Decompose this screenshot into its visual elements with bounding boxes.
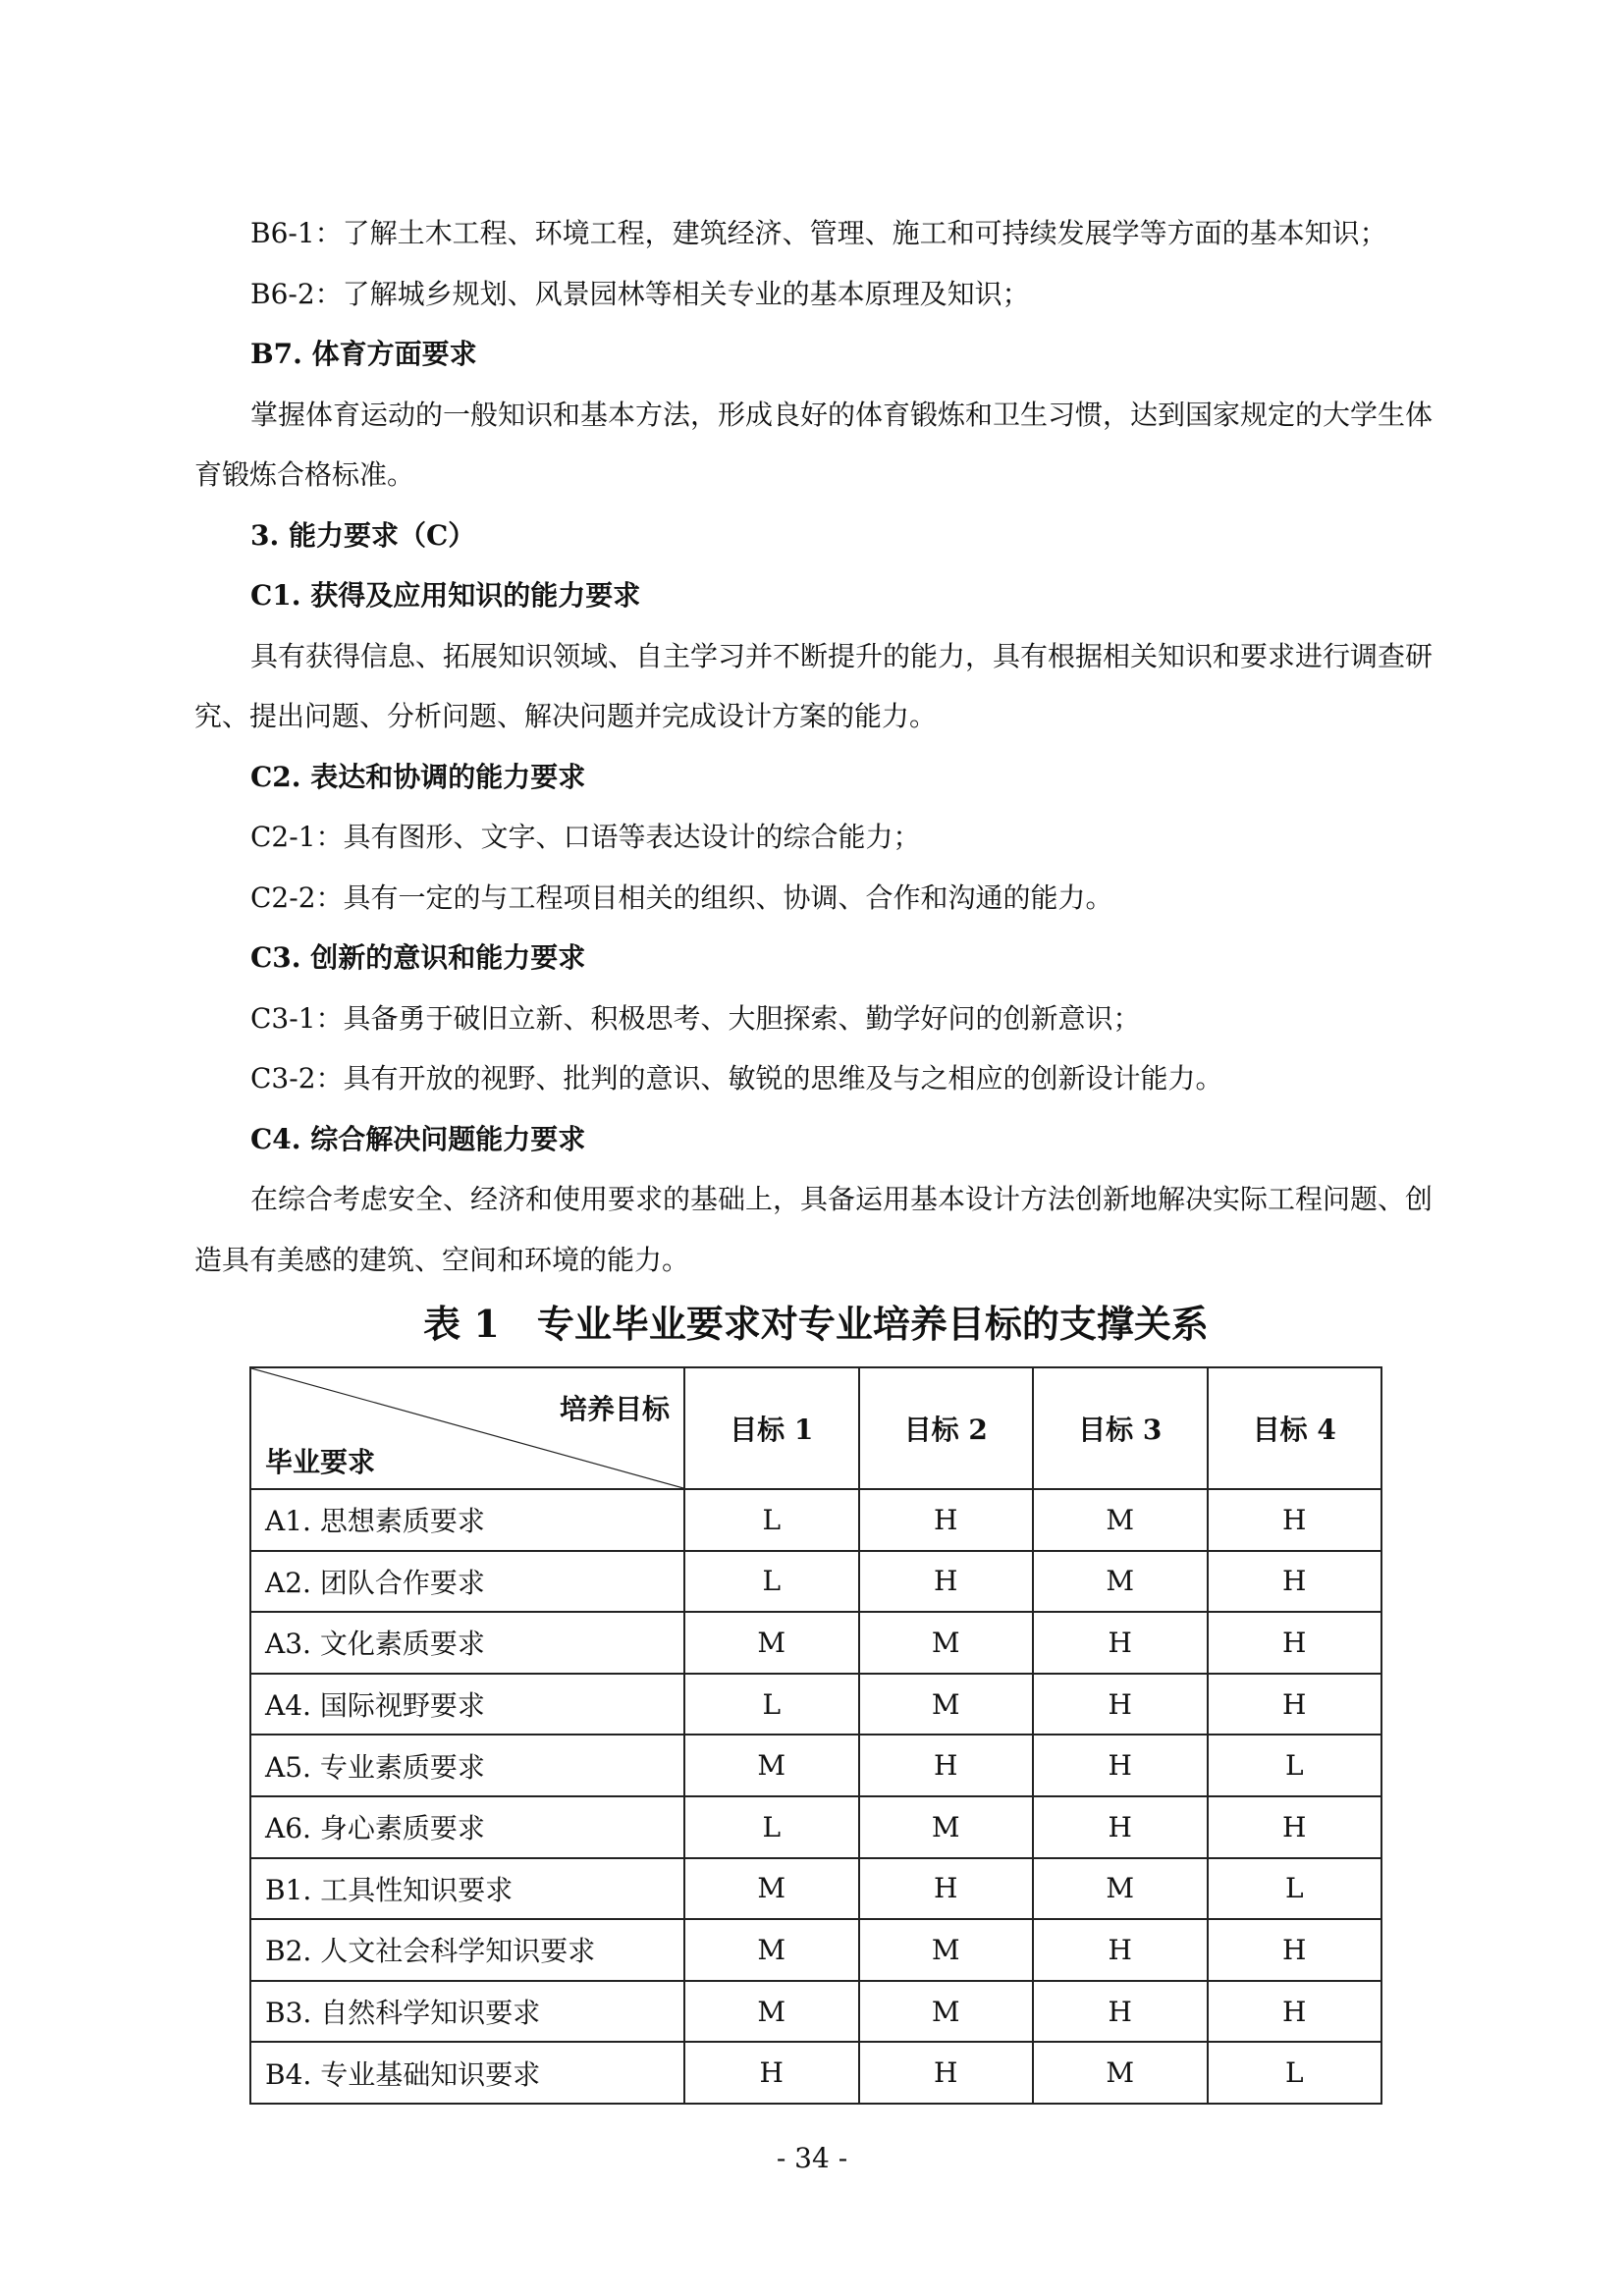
table-cell: H (859, 1551, 1034, 1613)
table-cell: L (684, 1551, 859, 1613)
column-header: 目标 2 (859, 1367, 1034, 1489)
table-cell: H (859, 2042, 1034, 2104)
table-cell: M (1033, 1858, 1208, 1920)
table-row (250, 1612, 1381, 1674)
table-cell: M (859, 1919, 1034, 1981)
table-cell: L (1208, 1735, 1382, 1796)
table-cell: H (684, 2042, 859, 2104)
table-cell: H (1033, 1612, 1208, 1674)
paragraph: C3-1：具备勇于破旧立新、积极思考、大胆探索、勤学好问的创新意识； (250, 1001, 1141, 1035)
row-label: A2. 团队合作要求 (250, 1551, 684, 1613)
section-heading: C3. 创新的意识和能力要求 (250, 941, 586, 974)
table-cell: H (1208, 1551, 1382, 1613)
table-cell: M (684, 1858, 859, 1920)
table-row (250, 1489, 1381, 1551)
table-corner-cell (250, 1367, 684, 1489)
table-cell: M (859, 1796, 1034, 1858)
table-cell: L (684, 1796, 859, 1858)
table-row (250, 2042, 1381, 2104)
row-label: A4. 国际视野要求 (250, 1674, 684, 1735)
row-label: A6. 身心素质要求 (250, 1796, 684, 1858)
table-cell: M (684, 1735, 859, 1796)
table-cell: H (1208, 1674, 1382, 1735)
table-caption: 表 1 专业毕业要求对专业培养目标的支撑关系 (423, 1302, 1209, 1346)
table-cell: H (1033, 1981, 1208, 2043)
table-cell: M (1033, 1551, 1208, 1613)
table-cell: H (1033, 1919, 1208, 1981)
table-cell: M (859, 1674, 1034, 1735)
table-cell: M (1033, 2042, 1208, 2104)
row-label: A1. 思想素质要求 (250, 1489, 684, 1551)
paragraph: 在综合考虑安全、经济和使用要求的基础上，具备运用基本设计方法创新地解决实际工程问题、创造具有美感的建筑、空间和环境的能力。 (194, 1183, 1434, 1276)
table-cell: H (1208, 1919, 1382, 1981)
column-header: 目标 3 (1033, 1367, 1208, 1489)
row-label: A5. 专业素质要求 (250, 1735, 684, 1796)
table-cell: H (1208, 1796, 1382, 1858)
table-cell: L (1208, 2042, 1382, 2104)
table-cell: M (859, 1981, 1034, 2043)
section-heading: C1. 获得及应用知识的能力要求 (250, 579, 641, 612)
section-heading: C4. 综合解决问题能力要求 (250, 1122, 586, 1155)
paragraph: B6-1：了解土木工程、环境工程，建筑经济、管理、施工和可持续发展学等方面的基本知识； (250, 217, 1387, 249)
table-cell: H (1033, 1735, 1208, 1796)
table-cell: L (684, 1489, 859, 1551)
table-cell: L (1208, 1858, 1382, 1920)
table-cell: M (684, 1612, 859, 1674)
row-label: B4. 专业基础知识要求 (250, 2042, 684, 2104)
table-cell: M (684, 1981, 859, 2043)
table-row (250, 1674, 1381, 1735)
page-number: - 34 - (776, 2142, 848, 2174)
paragraph: 具有获得信息、拓展知识领域、自主学习并不断提升的能力，具有根据相关知识和要求进行调查研究、提出问题、分析问题、解决问题并完成设计方案的能力。 (194, 639, 1434, 732)
table-cell: H (1033, 1796, 1208, 1858)
row-label: B2. 人文社会科学知识要求 (250, 1919, 684, 1981)
row-label: B1. 工具性知识要求 (250, 1858, 684, 1920)
table-header-row (250, 1367, 1381, 1489)
table-cell: H (1208, 1981, 1382, 2043)
row-label: B3. 自然科学知识要求 (250, 1981, 684, 2043)
table-cell: L (684, 1674, 859, 1735)
table-row (250, 1551, 1381, 1613)
paragraph: B6-2：了解城乡规划、风景园林等相关专业的基本原理及知识； (250, 277, 1030, 310)
section-heading: C2. 表达和协调的能力要求 (250, 760, 586, 793)
table-cell: H (1208, 1489, 1382, 1551)
paragraph: 掌握体育运动的一般知识和基本方法，形成良好的体育锻炼和卫生习惯，达到国家规定的大学生体育锻炼合格标准。 (194, 398, 1434, 491)
table-row (250, 1796, 1381, 1858)
table-cell: M (684, 1919, 859, 1981)
table-cell: H (1033, 1674, 1208, 1735)
column-header: 目标 4 (1208, 1367, 1382, 1489)
table-row (250, 1981, 1381, 2043)
corner-top-label: 培养目标 (559, 1393, 670, 1425)
section-heading: 3. 能力要求（C） (250, 518, 476, 552)
paragraph: C2-1：具有图形、文字、口语等表达设计的综合能力； (250, 821, 921, 853)
table-cell: M (859, 1612, 1034, 1674)
table-cell: H (1208, 1612, 1382, 1674)
support-relationship-table (249, 1366, 1382, 2105)
column-header: 目标 1 (684, 1367, 859, 1489)
table-row (250, 1735, 1381, 1796)
table-row (250, 1858, 1381, 1920)
table-cell: H (859, 1489, 1034, 1551)
table-cell: M (1033, 1489, 1208, 1551)
paragraph: C2-2：具有一定的与工程项目相关的组织、协调、合作和沟通的能力。 (250, 881, 1113, 914)
corner-bottom-label: 毕业要求 (265, 1446, 376, 1478)
row-label: A3. 文化素质要求 (250, 1612, 684, 1674)
section-heading: B7. 体育方面要求 (250, 338, 477, 370)
table-row (250, 1919, 1381, 1981)
table-cell: H (859, 1735, 1034, 1796)
table-cell: H (859, 1858, 1034, 1920)
paragraph: C3-2：具有开放的视野、批判的意识、敏锐的思维及与之相应的创新设计能力。 (250, 1062, 1223, 1095)
body-text (194, 203, 1437, 1290)
